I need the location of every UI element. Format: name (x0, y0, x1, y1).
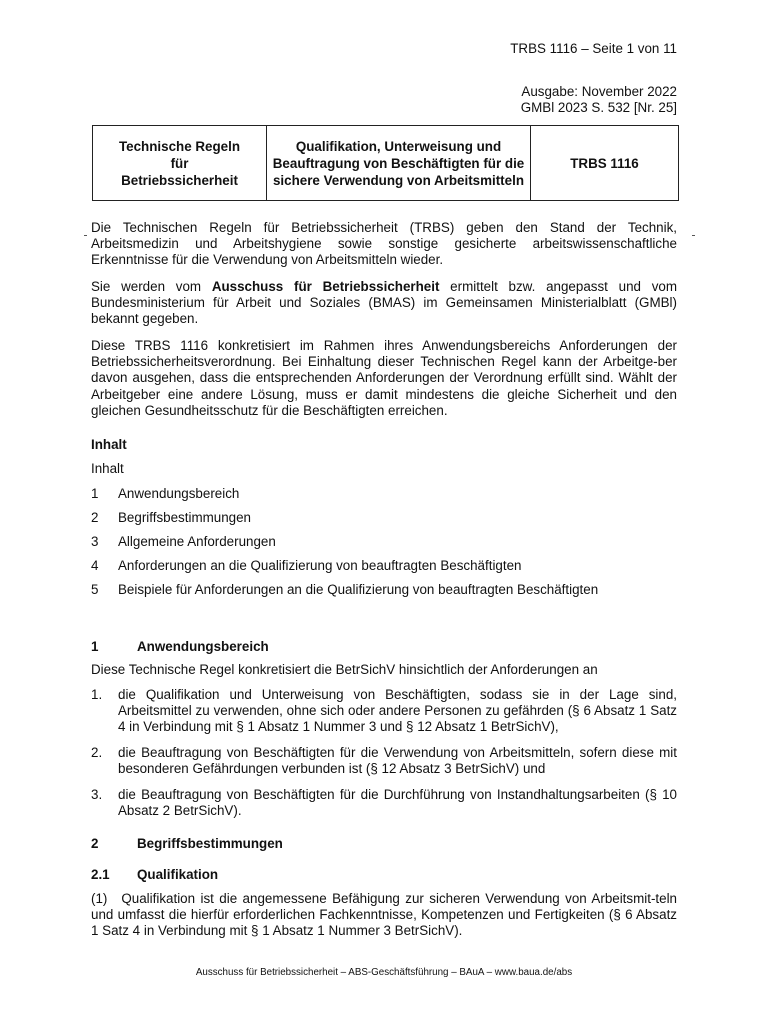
gmbl-reference: GMBl 2023 S. 532 [Nr. 25] (520, 100, 677, 116)
edition-info (440, 84, 677, 116)
intro-paragraph-2: Sie werden vom Ausschuss für Betriebssicherheit ermittelt bzw. angepasst und vom Bundesministerium für Arbeit und Soziales (BMAS) im Gemeinsamen Ministerialblatt (GMBl) bekannt gegeben. (91, 279, 678, 327)
intro-paragraph-1: Die Technischen Regeln für Betriebssicherheit (TRBS) geben den Stand der Technik, Arbeitsmedizin und Arbeitshygiene sowie sonstige gesicherte arbeitswissenschaftliche Erkenntnisse für die Verwendung von Arbeitsmitteln wieder. (91, 220, 677, 268)
paragraph-number: (1) (91, 891, 108, 906)
list-item: 1. die Qualifikation und Unterweisung von Beschäftigten, sodass sie in der Lage sind, Arbeitsmittel zu verwenden, ohne sich oder andere Personen zu gefährden (§ 6 Absatz 1 Satz 4 in Verbindung mit § 1 Absatz 1 Nummer 3 und § 12 Absatz 1 BetrSichV), (91, 687, 677, 735)
title-cell-code: TRBS 1116 (531, 126, 679, 201)
margin-mark-right (692, 235, 695, 236)
section-2-1-paragraph: (1) Qualifikation ist die angemessene Befähigung zur sicheren Verwendung von Arbeitsmit-teln und umfasst die hierfür erforderlichen Fachkenntnisse, Kompetenzen und Fertigkeiten (§ 6 Absatz 1 Satz 4 in Verbindung mit § 1 Absatz 1 Nummer 3 BetrSichV). (91, 891, 677, 939)
page-footer: Ausschuss für Betriebssicherheit – ABS-Geschäftsführung – BAuA – www.baua.de/abs (195, 967, 573, 978)
page-number-label: TRBS 1116 – Seite 1 von 11 (510, 41, 677, 56)
title-cell-rules: Technische Regeln für Betriebssicherheit (93, 126, 267, 201)
section-1-intro: Diese Technische Regel konkretisiert die BetrSichV hinsichtlich der Anforderungen an (91, 662, 598, 677)
intro-paragraph-3: Diese TRBS 1116 konkretisiert im Rahmen ihres Anwendungsbereichs Anforderungen der Betriebssicherheitsverordnung. Bei Einhaltung dieser Technischen Regel kann der Arbeitge-ber davon ausgehen, dass die entsprechenden Anforderungen der Verordnung erfüllt sind. Wählt der Arbeitgeber eine andere Lösung, muss er damit mindestens die gleiche Sicherheit und den gleichen Gesundheitsschutz für die Beschäftigten erreichen. (91, 338, 677, 418)
edition-date: Ausgabe: November 2022 (521, 84, 677, 99)
list-item: 3. die Beauftragung von Beschäftigten für die Durchführung von Instandhaltungsarbeiten (§ 10 Absatz 2 BetrSichV). (91, 787, 677, 819)
title-table (92, 125, 679, 201)
committee-name: Ausschuss für Betriebssicherheit (211, 279, 440, 294)
toc-label: Inhalt (91, 461, 124, 476)
margin-mark-left (84, 235, 87, 236)
list-item: 2. die Beauftragung von Beschäftigten für die Verwendung von Arbeitsmitteln, sofern diese mit besonderen Gefährdungen verbunden ist (§ 12 Absatz 3 BetrSichV) und (91, 745, 677, 777)
toc-heading: Inhalt (91, 437, 127, 452)
title-cell-subject: Qualifikation, Unterweisung und Beauftragung von Beschäftigten für die sichere Verwendung von Arbeitsmitteln (267, 126, 531, 201)
